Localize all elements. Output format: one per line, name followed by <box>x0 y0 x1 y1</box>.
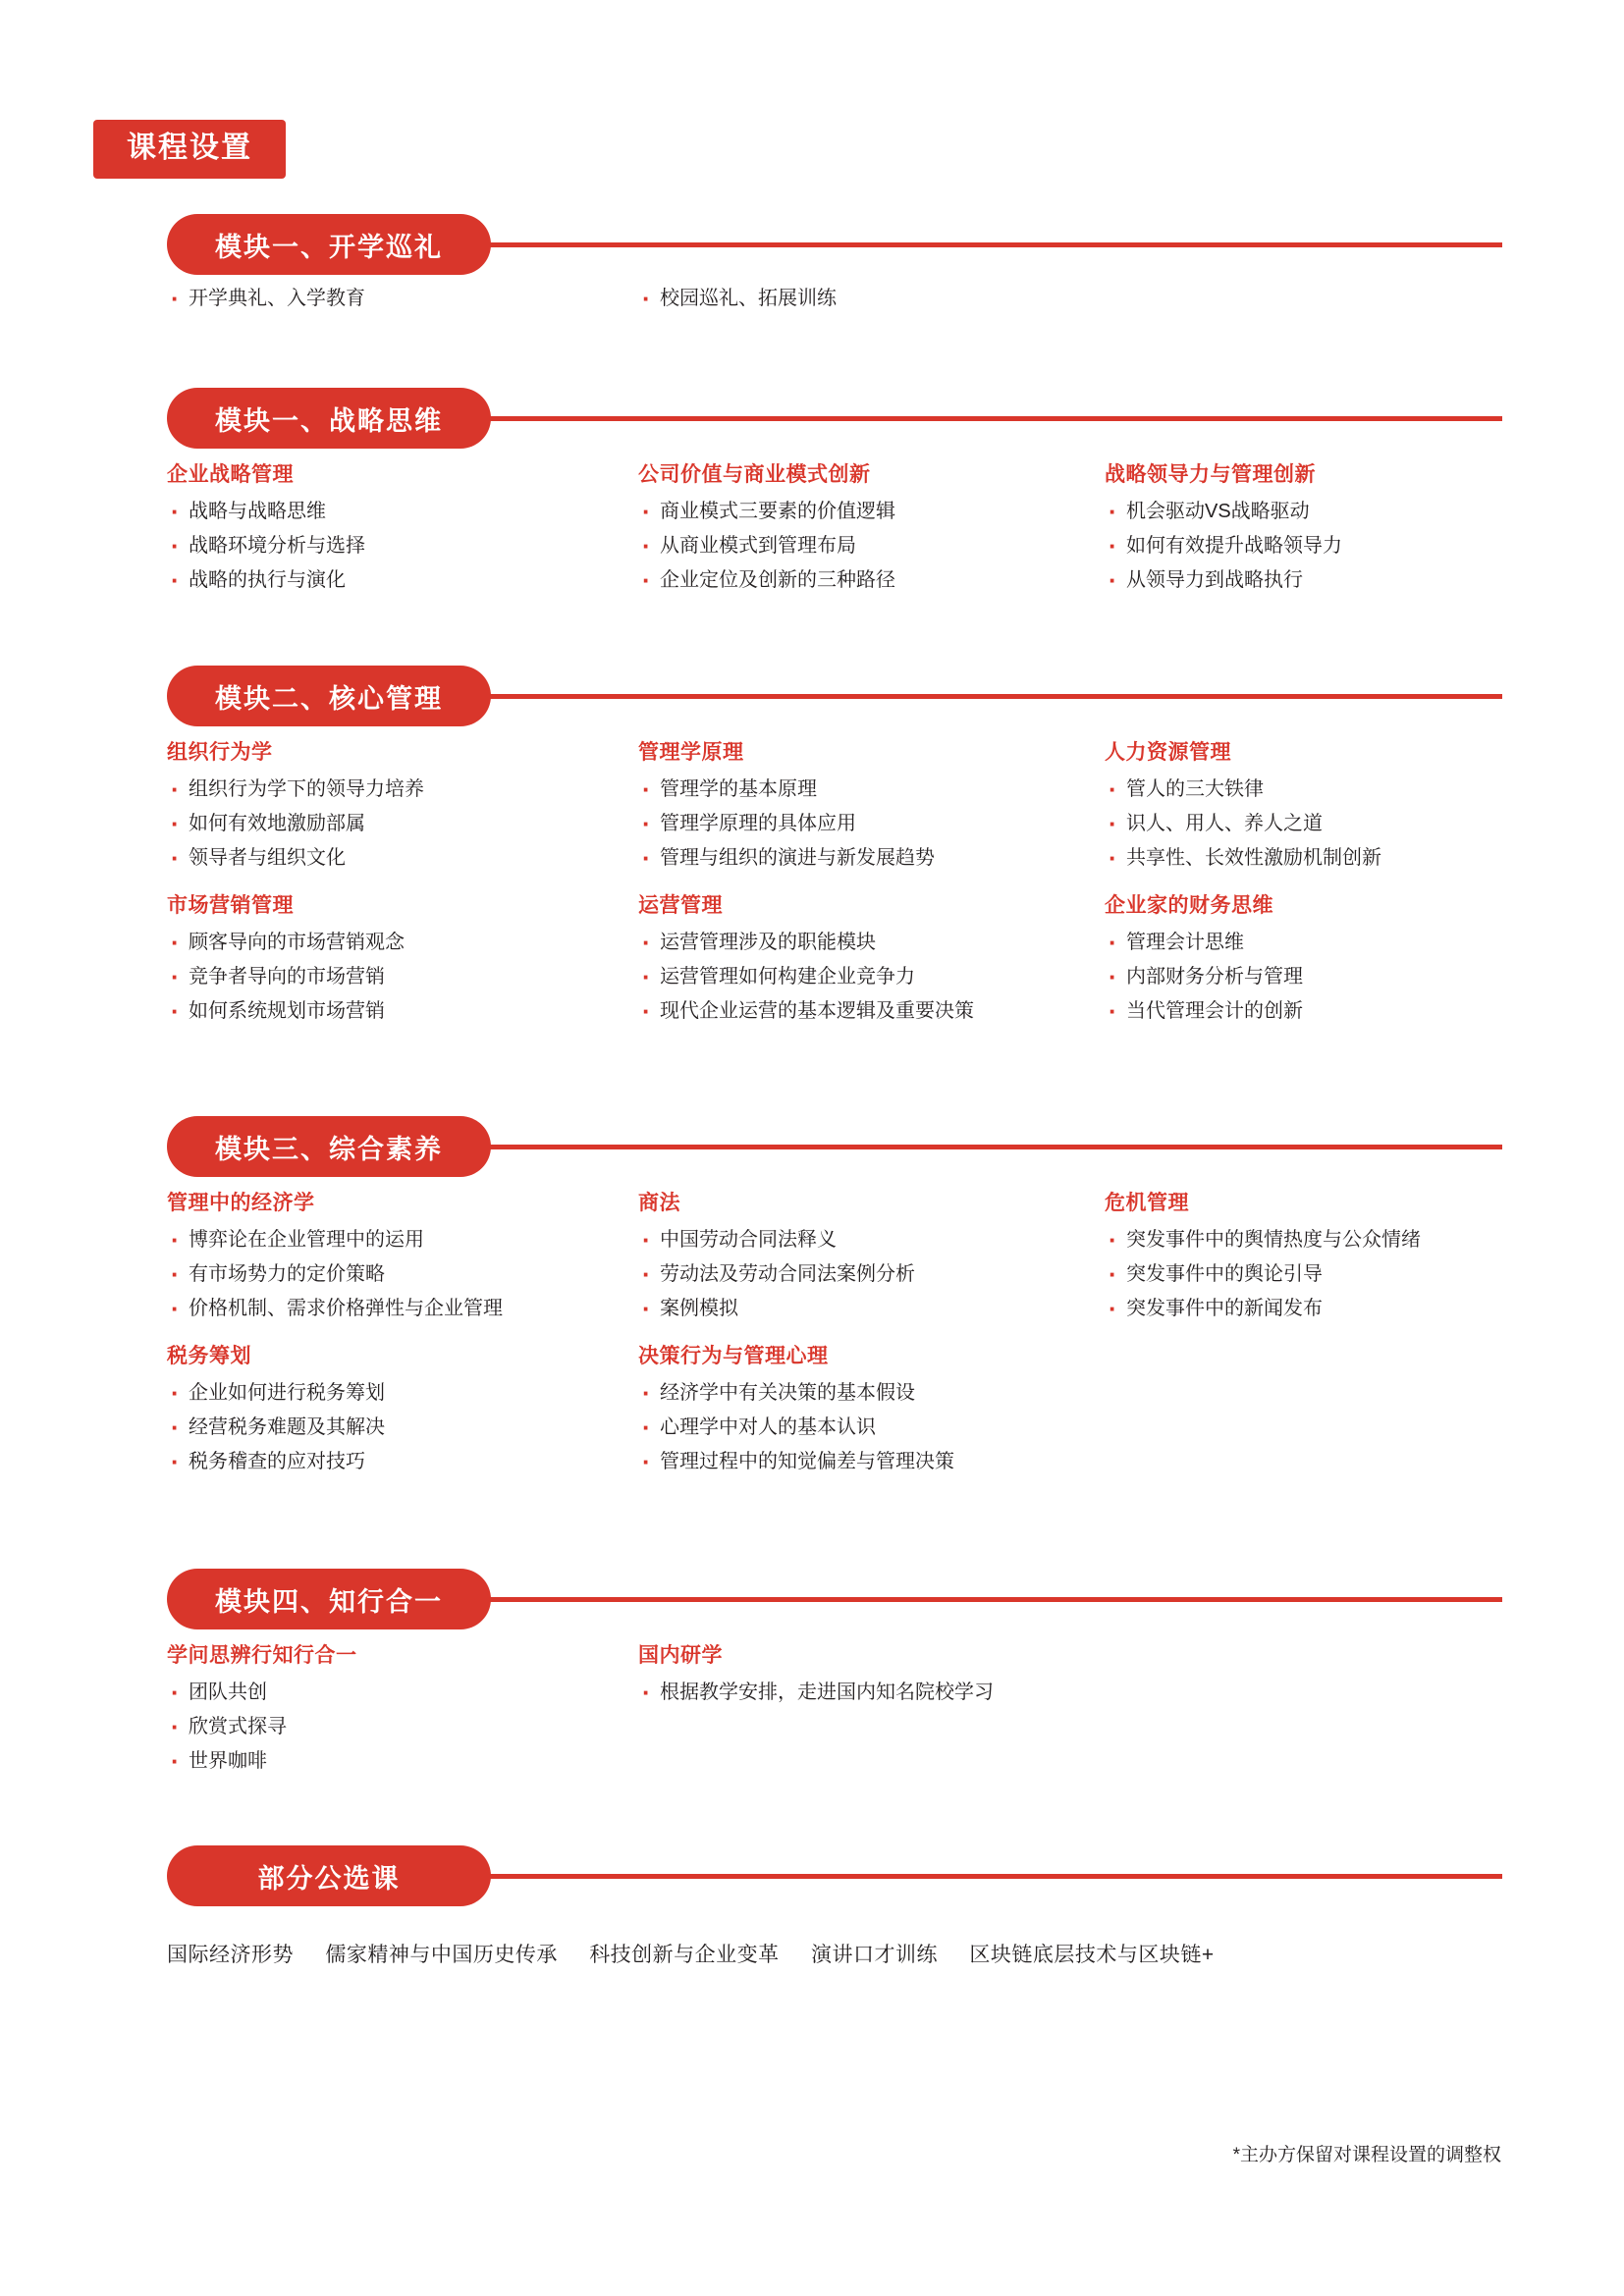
list-item: · 战略的执行与演化 <box>167 566 638 595</box>
list-item: · 企业如何进行税务筹划 <box>167 1379 638 1408</box>
module-rule <box>461 1597 1502 1602</box>
list-item: · 顾客导向的市场营销观念 <box>167 929 638 957</box>
list-item: · 欣赏式探寻 <box>167 1713 638 1741</box>
electives-header <box>167 1845 1502 1906</box>
module-rule <box>461 1874 1502 1879</box>
list-item: · 经济学中有关决策的基本假设 <box>638 1379 1110 1408</box>
group-title: 战略领导力与管理创新 <box>1105 463 1316 486</box>
group-title: 危机管理 <box>1105 1192 1189 1214</box>
electives-title: 部分公选课 <box>167 1845 491 1906</box>
bullet-list <box>638 1226 1110 1322</box>
module-title-2: 模块一、战略思维 <box>167 388 491 449</box>
list-item: · 根据教学安排，走进国内知名院校学习 <box>638 1679 1326 1707</box>
list-item: · 从商业模式到管理布局 <box>638 532 1110 561</box>
module-header-4 <box>167 1116 1502 1177</box>
elective-item: 演讲口才训练 <box>811 1944 939 1966</box>
bullet-list <box>167 285 638 313</box>
list-item: · 突发事件中的舆论引导 <box>1105 1260 1517 1289</box>
elective-item: 科技创新与企业变革 <box>589 1944 780 1966</box>
list-item: · 如何有效地激励部属 <box>167 810 638 838</box>
bullet-list <box>638 775 1110 872</box>
list-item: · 团队共创 <box>167 1679 638 1707</box>
list-item: · 管理学的基本原理 <box>638 775 1110 804</box>
electives-list <box>167 1939 1502 1968</box>
list-item: · 商业模式三要素的价值逻辑 <box>638 498 1110 526</box>
group-title: 学问思辨行知行合一 <box>167 1644 357 1667</box>
group-title: 决策行为与管理心理 <box>638 1345 829 1368</box>
column-1 <box>167 1187 638 1494</box>
list-item: · 现代企业运营的基本逻辑及重要决策 <box>638 997 1110 1026</box>
module-title-5: 模块四、知行合一 <box>167 1569 491 1629</box>
module-title-1: 模块一、开学巡礼 <box>167 214 491 275</box>
column-1 <box>167 285 638 331</box>
list-item: · 战略环境分析与选择 <box>167 532 638 561</box>
bullet-list <box>167 929 638 1025</box>
list-item: · 校园巡礼、拓展训练 <box>638 285 1110 313</box>
module-content-5 <box>167 1639 1502 1816</box>
group-title: 公司价值与商业模式创新 <box>638 463 871 486</box>
list-item: · 领导者与组织文化 <box>167 844 638 873</box>
elective-item: 儒家精神与中国历史传承 <box>325 1944 558 1966</box>
group-title: 运营管理 <box>638 894 723 918</box>
group-title: 组织行为学 <box>167 741 273 764</box>
column-1 <box>167 458 638 612</box>
page-title: 课程设置 <box>93 120 286 179</box>
bullet-list <box>1105 498 1517 594</box>
list-item: · 博弈论在企业管理中的运用 <box>167 1226 638 1255</box>
list-item: · 案例模拟 <box>638 1295 1110 1323</box>
elective-item: 国际经济形势 <box>167 1944 294 1966</box>
group-title: 市场营销管理 <box>167 894 294 918</box>
list-item: · 运营管理如何构建企业竞争力 <box>638 963 1110 991</box>
list-item: · 管人的三大铁律 <box>1105 775 1517 804</box>
column-1 <box>167 1639 638 1792</box>
list-item: · 心理学中对人的基本认识 <box>638 1414 1110 1442</box>
module-rule <box>461 1145 1502 1149</box>
group-title: 管理中的经济学 <box>167 1192 315 1214</box>
module-rule <box>461 242 1502 247</box>
column-2 <box>638 1187 1110 1494</box>
list-item: · 中国劳动合同法释义 <box>638 1226 1110 1255</box>
list-item: · 管理与组织的演进与新发展趋势 <box>638 844 1110 873</box>
module-section-2 <box>167 388 1502 635</box>
group-title: 国内研学 <box>638 1644 723 1667</box>
list-item: · 战略与战略思维 <box>167 498 638 526</box>
bullet-list <box>167 1226 638 1322</box>
column-2 <box>638 736 1110 1043</box>
module-section-1 <box>167 214 1502 344</box>
list-item: · 如何有效提升战略领导力 <box>1105 532 1517 561</box>
bullet-list <box>638 1379 1110 1475</box>
list-item: · 组织行为学下的领导力培养 <box>167 775 638 804</box>
column-2 <box>638 285 1110 331</box>
list-item: · 运营管理涉及的职能模块 <box>638 929 1110 957</box>
list-item: · 竞争者导向的市场营销 <box>167 963 638 991</box>
bullet-list <box>1105 929 1517 1025</box>
list-item: · 价格机制、需求价格弹性与企业管理 <box>167 1295 638 1323</box>
module-header-2 <box>167 388 1502 449</box>
module-rule <box>461 416 1502 421</box>
module-section-3 <box>167 666 1502 1090</box>
electives-section <box>167 1845 1502 1916</box>
bullet-list <box>167 775 638 872</box>
list-item: · 世界咖啡 <box>167 1747 638 1776</box>
bullet-list <box>638 929 1110 1025</box>
group-title: 管理学原理 <box>638 741 744 764</box>
bullet-list <box>638 1679 1326 1707</box>
module-title-3: 模块二、核心管理 <box>167 666 491 726</box>
bullet-list <box>1105 1226 1517 1322</box>
list-item: · 劳动法及劳动合同法案例分析 <box>638 1260 1110 1289</box>
group-title: 税务筹划 <box>167 1345 251 1368</box>
column-3 <box>1105 458 1517 612</box>
list-item: · 机会驱动VS战略驱动 <box>1105 498 1517 526</box>
group-title: 企业战略管理 <box>167 463 294 486</box>
list-item: · 经营税务难题及其解决 <box>167 1414 638 1442</box>
bullet-list <box>638 498 1110 594</box>
list-item: · 开学典礼、入学教育 <box>167 285 638 313</box>
bullet-list <box>1105 775 1517 872</box>
list-item: · 管理学原理的具体应用 <box>638 810 1110 838</box>
list-item: · 从领导力到战略执行 <box>1105 566 1517 595</box>
module-content-4 <box>167 1187 1502 1540</box>
group-title: 人力资源管理 <box>1105 741 1231 764</box>
module-header-3 <box>167 666 1502 726</box>
module-content-3 <box>167 736 1502 1090</box>
list-item: · 管理过程中的知觉偏差与管理决策 <box>638 1448 1110 1476</box>
module-header-5 <box>167 1569 1502 1629</box>
module-content-2 <box>167 458 1502 635</box>
module-section-5 <box>167 1569 1502 1816</box>
list-item: · 有市场势力的定价策略 <box>167 1260 638 1289</box>
list-item: · 识人、用人、养人之道 <box>1105 810 1517 838</box>
list-item: · 如何系统规划市场营销 <box>167 997 638 1026</box>
column-2 <box>638 458 1110 612</box>
list-item: · 管理会计思维 <box>1105 929 1517 957</box>
bullet-list <box>167 1679 638 1775</box>
list-item: · 税务稽查的应对技巧 <box>167 1448 638 1476</box>
column-3 <box>1105 1187 1517 1340</box>
bullet-list <box>638 285 1110 313</box>
column-1 <box>167 736 638 1043</box>
group-title: 企业家的财务思维 <box>1105 894 1273 918</box>
column-2 <box>638 1639 1326 1725</box>
bullet-list <box>167 1379 638 1475</box>
elective-item: 区块链底层技术与区块链+ <box>969 1944 1215 1966</box>
module-title-4: 模块三、综合素养 <box>167 1116 491 1177</box>
list-item: · 突发事件中的新闻发布 <box>1105 1295 1517 1323</box>
module-content-1 <box>167 285 1502 344</box>
list-item: · 内部财务分析与管理 <box>1105 963 1517 991</box>
bullet-list <box>167 498 638 594</box>
module-rule <box>461 694 1502 699</box>
footnote: *主办方保留对课程设置的调整权 <box>1232 2145 1501 2165</box>
list-item: · 突发事件中的舆情热度与公众情绪 <box>1105 1226 1517 1255</box>
column-3 <box>1105 736 1517 1043</box>
module-header-1 <box>167 214 1502 275</box>
list-item: · 共享性、长效性激励机制创新 <box>1105 844 1517 873</box>
module-section-4 <box>167 1116 1502 1540</box>
list-item: · 企业定位及创新的三种路径 <box>638 566 1110 595</box>
list-item: · 当代管理会计的创新 <box>1105 997 1517 1026</box>
group-title: 商法 <box>638 1192 680 1214</box>
